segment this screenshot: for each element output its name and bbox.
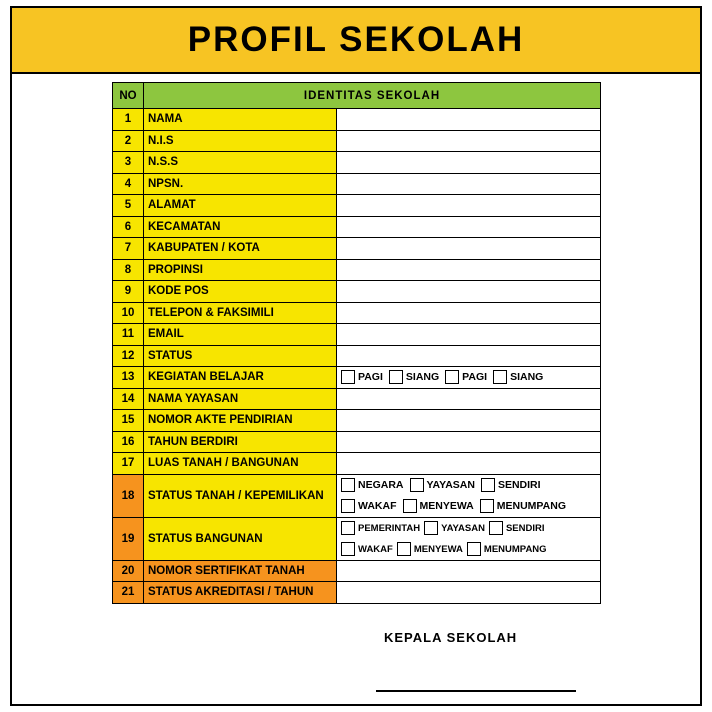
row-label: STATUS [144,345,337,367]
table-header-row [113,83,601,109]
table-row [113,173,601,195]
row-value-field[interactable] [337,173,601,195]
table-row [113,453,601,475]
row-label: KODE POS [144,281,337,303]
checkbox-label: SENDIRI [497,479,541,491]
table-row [113,324,601,346]
identitas-table [112,82,601,604]
checkbox-label: SIANG [510,371,544,384]
table-row [113,130,601,152]
row-value-field[interactable] [337,302,601,324]
row-number: 14 [113,388,144,410]
checkbox-status-bangunan-wakaf[interactable] [341,542,395,556]
row-number: 12 [113,345,144,367]
row-label: NOMOR AKTE PENDIRIAN [144,410,337,432]
checkbox-label: YAYASAN [426,479,475,491]
row-value-field[interactable] [337,195,601,217]
kegiatan-belajar-options [337,367,601,389]
checkbox-label: NEGARA [358,479,404,491]
checkbox-status-tanah-yayasan[interactable] [410,478,479,492]
row-value-field[interactable] [337,324,601,346]
checkbox-label: MENUMPANG [483,543,547,555]
checkbox-icon[interactable] [410,478,424,492]
row-value-field[interactable] [337,582,601,604]
checkbox-label: MENYEWA [413,543,463,555]
checkbox-icon[interactable] [341,370,355,384]
table-row [113,388,601,410]
row-label: N.I.S [144,130,337,152]
checkbox-label: WAKAF [358,500,397,512]
checkbox-status-tanah-sendiri[interactable] [481,478,545,492]
table-row [113,216,601,238]
table-row [113,281,601,303]
document-frame [10,6,702,706]
row-value-field[interactable] [337,152,601,174]
checkbox-status-tanah-menyewa[interactable] [403,499,478,513]
row-value-field[interactable] [337,281,601,303]
table-row [113,195,601,217]
checkbox-icon[interactable] [467,542,481,556]
checkbox-label: MENYEWA [419,500,474,512]
table-row [113,367,601,389]
checkbox-status-tanah-menumpang[interactable] [480,499,570,513]
row-label: KECAMATAN [144,216,337,238]
row-value-field[interactable] [337,130,601,152]
table-row [113,431,601,453]
row-label: LUAS TANAH / BANGUNAN [144,453,337,475]
row-value-field[interactable] [337,410,601,432]
row-label: NPSN. [144,173,337,195]
checkbox-label: WAKAF [358,543,393,555]
checkbox-icon[interactable] [389,370,403,384]
status-tanah-options [337,474,601,517]
row-label: NAMA YAYASAN [144,388,337,410]
row-number: 10 [113,302,144,324]
row-value-field[interactable] [337,453,601,475]
status-bangunan-options [337,517,601,560]
row-number: 16 [113,431,144,453]
row-value-field[interactable] [337,560,601,582]
checkbox-kegiatan-2[interactable] [389,370,443,384]
row-label: STATUS TANAH / KEPEMILIKAN [144,474,337,517]
checkbox-icon[interactable] [397,542,411,556]
row-number: 3 [113,152,144,174]
table-row [113,259,601,281]
table-row [113,109,601,131]
checkbox-icon[interactable] [341,478,355,492]
row-number: 19 [113,517,144,560]
row-number: 9 [113,281,144,303]
checkbox-status-tanah-wakaf[interactable] [341,499,401,513]
checkbox-kegiatan-3[interactable] [445,370,491,384]
row-number: 17 [113,453,144,475]
row-value-field[interactable] [337,431,601,453]
row-number: 15 [113,410,144,432]
checkbox-label: PEMERINTAH [358,522,421,534]
checkbox-label: PAGI [358,371,383,384]
row-label: KABUPATEN / KOTA [144,238,337,260]
table-row [113,238,601,260]
row-number: 2 [113,130,144,152]
checkbox-icon[interactable] [424,521,438,535]
row-number: 4 [113,173,144,195]
row-number: 11 [113,324,144,346]
checkbox-status-bangunan-pemerintah[interactable] [341,521,422,535]
row-label: EMAIL [144,324,337,346]
identitas-table-wrapper [112,82,600,604]
checkbox-icon[interactable] [341,542,355,556]
checkbox-status-bangunan-menumpang[interactable] [467,542,549,556]
row-label: TAHUN BERDIRI [144,431,337,453]
row-value-field[interactable] [337,259,601,281]
checkbox-label: MENUMPANG [496,500,566,512]
column-header-no: NO [113,83,144,109]
table-row [113,582,601,604]
row-label: STATUS BANGUNAN [144,517,337,560]
row-label: NOMOR SERTIFIKAT TANAH [144,560,337,582]
column-header-title: IDENTITAS SEKOLAH [144,83,601,109]
row-label: ALAMAT [144,195,337,217]
row-number: 5 [113,195,144,217]
table-row [113,345,601,367]
checkbox-status-tanah-negara[interactable] [341,478,408,492]
row-number: 7 [113,238,144,260]
header-band [12,8,700,74]
checkbox-label: SIANG [405,371,440,384]
table-row [113,410,601,432]
table-row [113,302,601,324]
checkbox-kegiatan-1[interactable] [341,370,387,384]
table-row [113,152,601,174]
checkbox-icon[interactable] [445,370,459,384]
checkbox-icon[interactable] [481,478,495,492]
row-number: 1 [113,109,144,131]
checkbox-status-bangunan-yayasan[interactable] [424,521,487,535]
row-label: STATUS AKREDITASI / TAHUN [144,582,337,604]
checkbox-status-bangunan-menyewa[interactable] [397,542,465,556]
checkbox-icon[interactable] [341,499,355,513]
checkbox-icon[interactable] [493,370,507,384]
checkbox-status-bangunan-sendiri[interactable] [489,521,547,535]
row-number: 20 [113,560,144,582]
checkbox-icon[interactable] [489,521,503,535]
row-value-field[interactable] [337,216,601,238]
checkbox-icon[interactable] [341,521,355,535]
row-label: NAMA [144,109,337,131]
row-number: 21 [113,582,144,604]
checkbox-icon[interactable] [403,499,417,513]
checkbox-label: PAGI [462,371,488,384]
page-title: PROFIL SEKOLAH [187,20,525,59]
table-row [113,560,601,582]
row-label: TELEPON & FAKSIMILI [144,302,337,324]
signature-line [376,690,576,692]
row-value-field[interactable] [337,238,601,260]
signature-label: KEPALA SEKOLAH [384,630,518,645]
table-row [113,517,601,560]
checkbox-kegiatan-4[interactable] [493,370,547,384]
row-label: N.S.S [144,152,337,174]
row-label: PROPINSI [144,259,337,281]
row-label: KEGIATAN BELAJAR [144,367,337,389]
checkbox-label: SENDIRI [505,522,545,534]
row-number: 13 [113,367,144,389]
row-number: 6 [113,216,144,238]
row-number: 18 [113,474,144,517]
row-value-field[interactable] [337,109,601,131]
row-value-field[interactable] [337,345,601,367]
checkbox-label: YAYASAN [441,522,485,534]
table-row [113,474,601,517]
row-number: 8 [113,259,144,281]
row-value-field[interactable] [337,388,601,410]
checkbox-icon[interactable] [480,499,494,513]
